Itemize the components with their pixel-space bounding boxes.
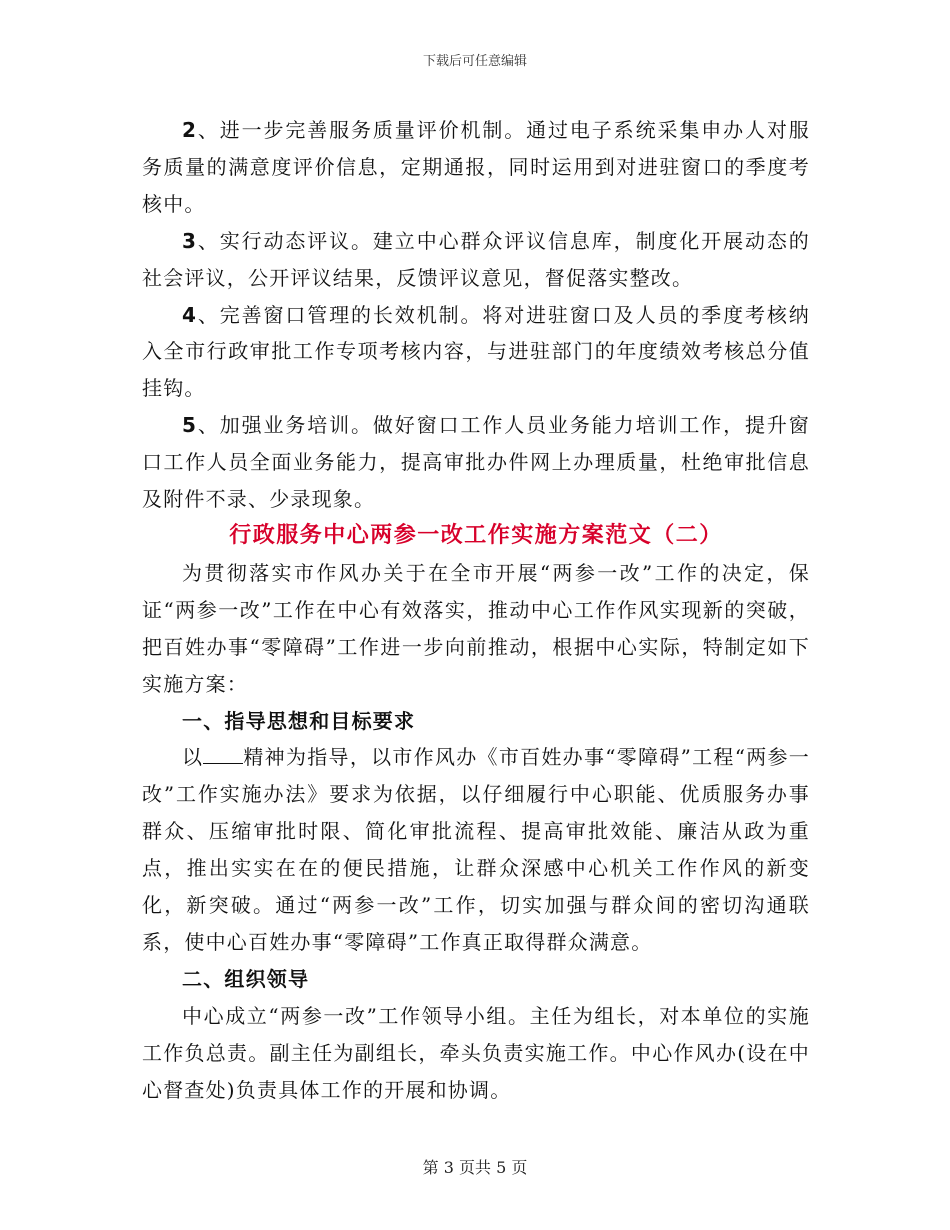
item-number: 5 <box>182 413 198 438</box>
text-before-blank: 以 <box>182 745 204 770</box>
item-number: 3 <box>182 228 198 253</box>
item-text: 、实行动态评议。建立中心群众评议信息库，制度化开展动态的社会评议，公开评议结果，反馈评议意见，督促落实整改。 <box>142 228 810 290</box>
list-item <box>142 223 810 297</box>
section-1-paragraph <box>142 739 810 960</box>
section-heading-1: 一、指导思想和目标要求 <box>182 708 416 733</box>
item-text: 、完善窗口管理的长效机制。将对进驻窗口及人员的季度考核纳入全市行政审批工作专项考核内容，与进驻部门的年度绩效考核总分值挂钩。 <box>142 302 810 401</box>
intro-paragraph: 为贯彻落实市作风办关于在全市开展“两参一改”工作的决定，保证“两参一改”工作在中心有效落实，推动中心工作作风实现新的突破，把百姓办事“零障碍”工作进一步向前推动，根据中心实际，特制定如下实施方案： <box>142 560 810 696</box>
text-after-blank: 精神为指导，以市作风办《市百姓办事“零障碍”工程“两参一改”工作实施办法》要求为依据，以仔细履行中心职能、优质服务办事群众、压缩审批时限、简化审批流程、提高审批效能、廉洁从政为重点，推出实实在在的便民措施，让群众深感中心机关工作作风的新变化，新突破。通过“两参一改”工作，切实加强与群众间的密切沟通联系，使中心百姓办事“零障碍”工作真正取得群众满意。 <box>142 745 810 954</box>
item-text: 、进一步完善服务质量评价机制。通过电子系统采集申办人对服务质量的满意度评价信息，定期通报，同时运用到对进驻窗口的季度考核中。 <box>142 118 810 216</box>
list-item <box>142 407 810 518</box>
fill-in-blank <box>203 743 243 764</box>
page-footer: 第 3 页共 5 页 <box>422 1158 528 1177</box>
item-text: 、加强业务培训。做好窗口工作人员业务能力培训工作，提升窗口工作人员全面业务能力，提高审批办件网上办理质量，杜绝审批信息及附件不录、少录现象。 <box>142 413 810 512</box>
page-header: 下载后可任意编辑 <box>422 54 527 69</box>
list-item <box>142 297 810 408</box>
item-number: 4 <box>182 302 198 327</box>
section-2-paragraph: 中心成立“两参一改”工作领导小组。主任为组长，对本单位的实施工作负总责。副主任为副组长，牵头负责实施工作。中心作风办(设在中心督查处)负责具体工作的开展和协调。 <box>142 1003 810 1102</box>
list-item <box>142 112 810 223</box>
document-title: 行政服务中心两参一改工作实施方案范文（二） <box>229 522 723 548</box>
section-heading-2: 二、组织领导 <box>182 966 310 991</box>
item-number: 2 <box>182 118 198 142</box>
document-body <box>142 112 810 1108</box>
